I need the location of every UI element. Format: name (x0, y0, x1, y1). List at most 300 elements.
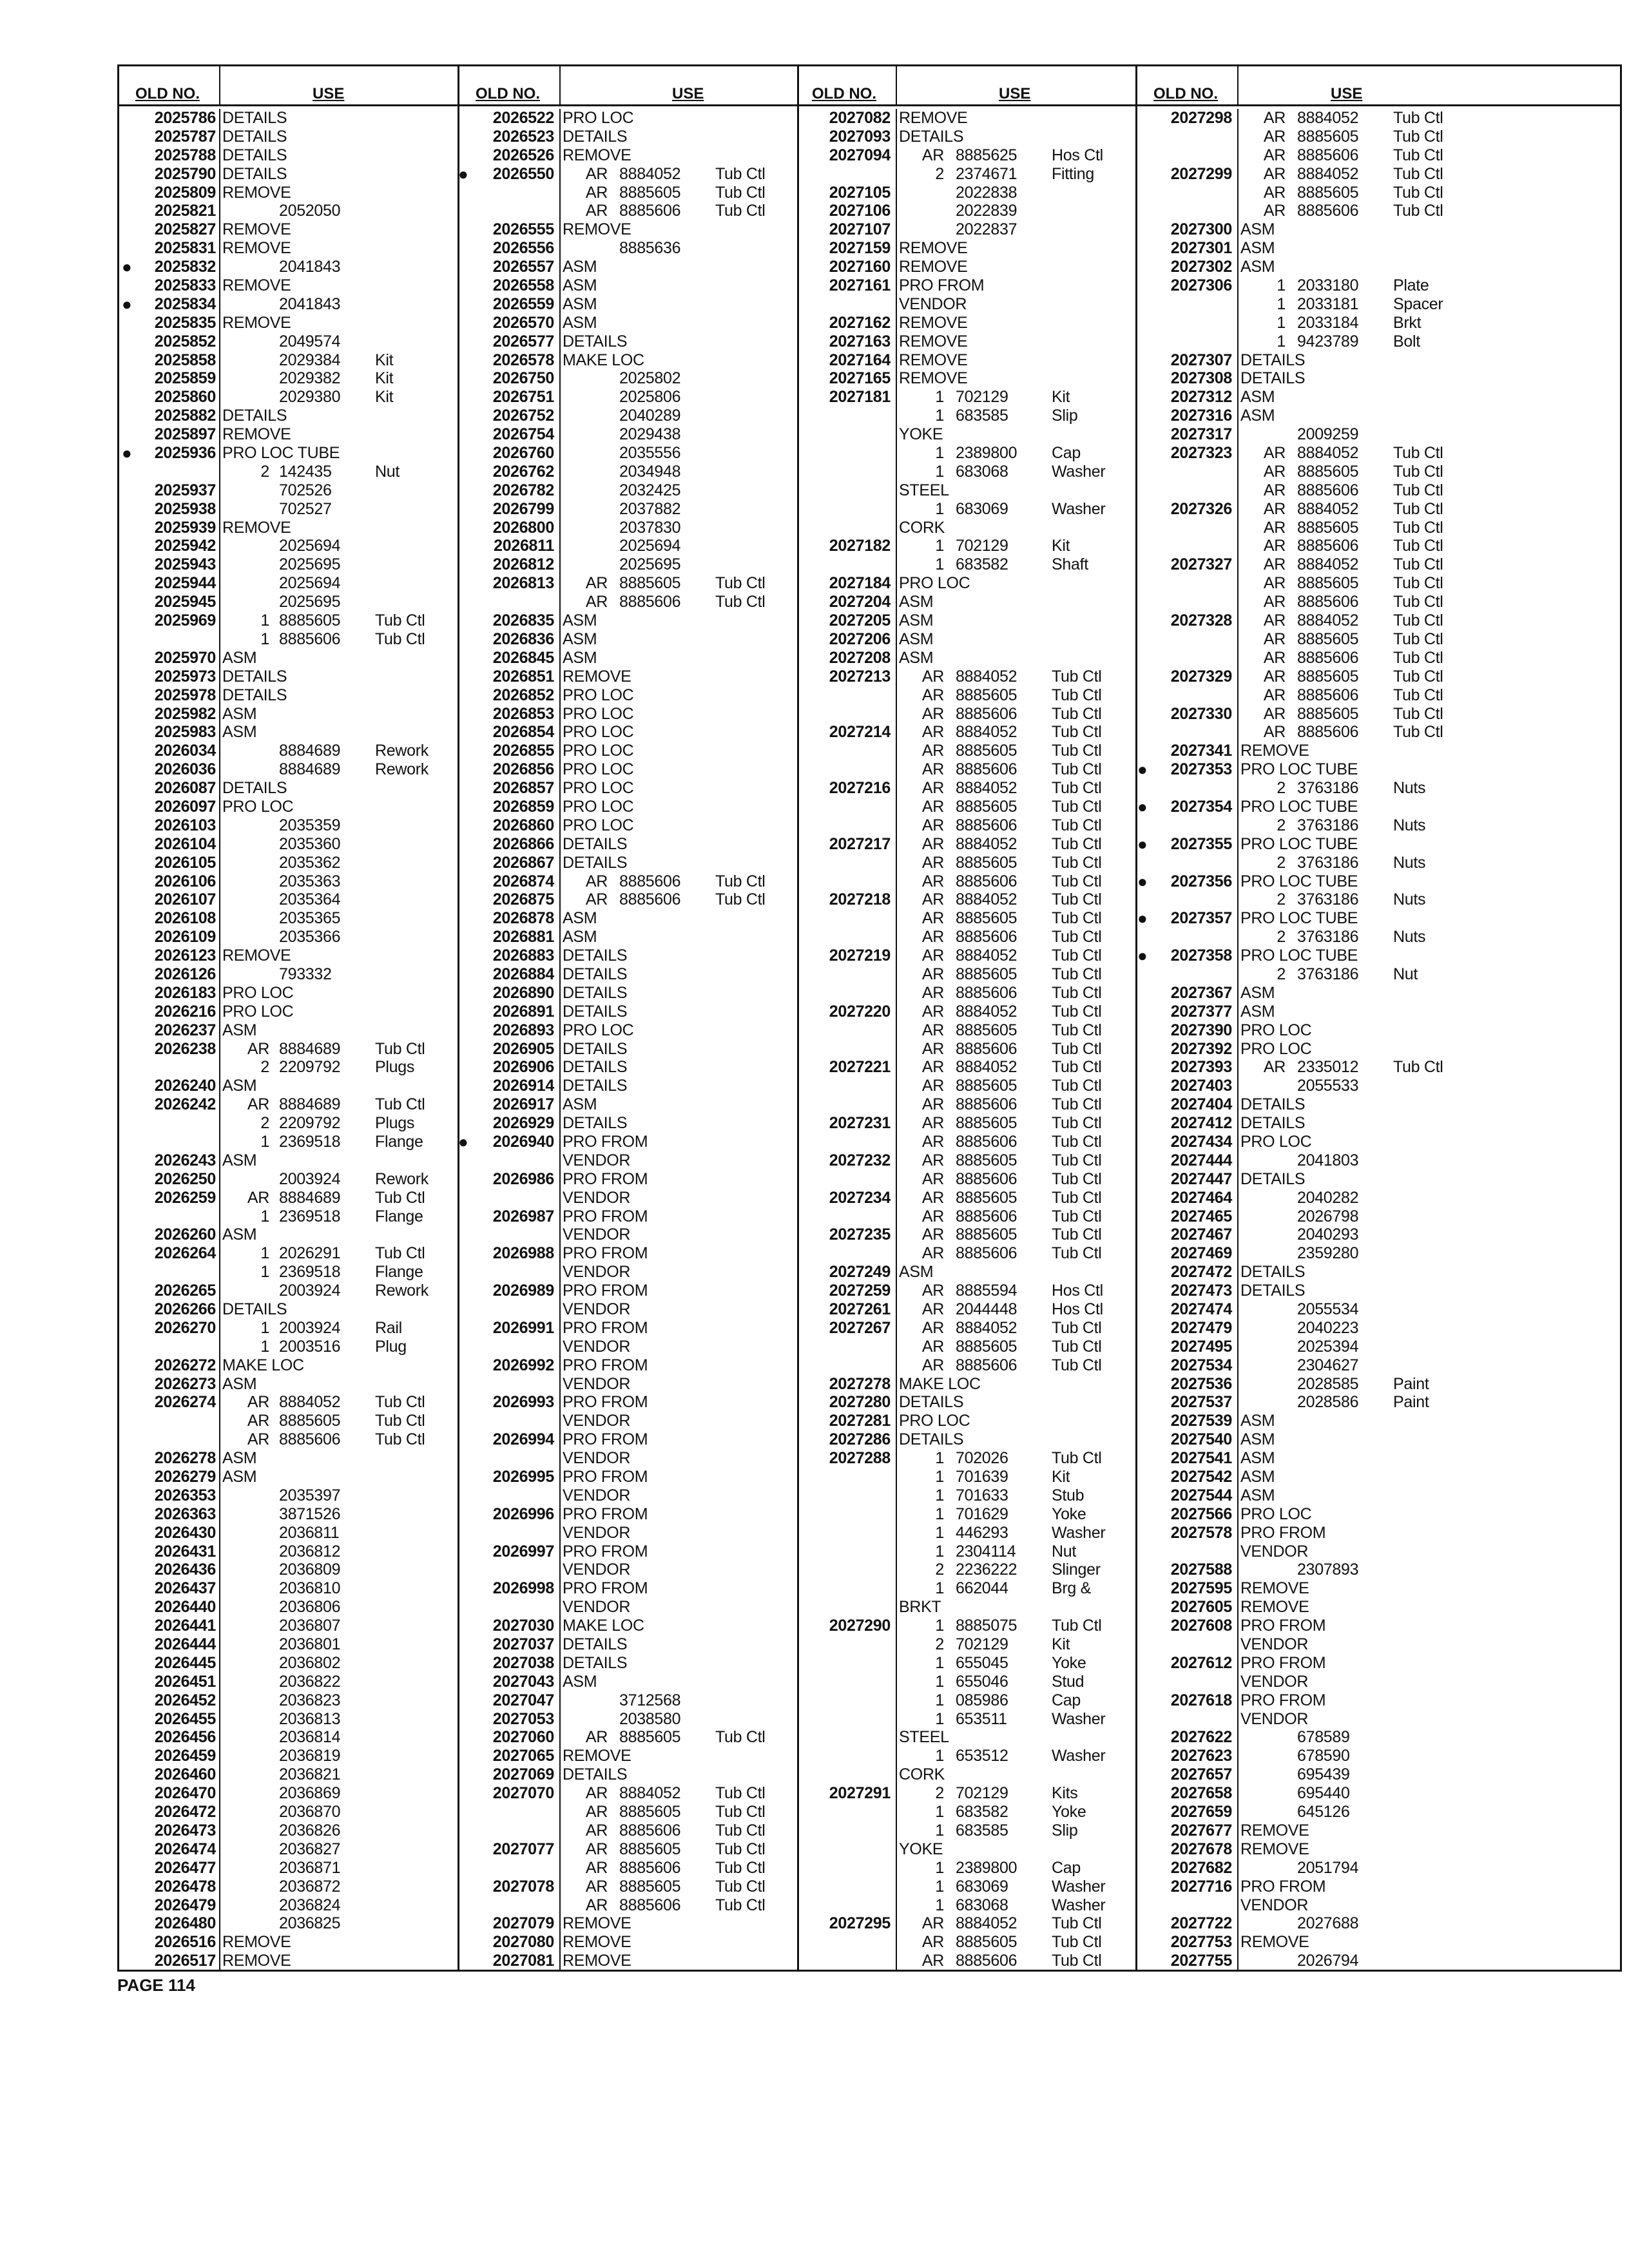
part-type: Tub Ctl (715, 1840, 766, 1858)
table-row (459, 630, 797, 649)
table-row (119, 1673, 458, 1691)
bullet-marker: ● (1137, 871, 1148, 891)
part-type: Tub Ctl (1393, 518, 1443, 537)
use-description: ASM (1240, 220, 1275, 239)
old-part-number: 2026988 (492, 1244, 554, 1263)
quantity: 1 (935, 444, 944, 463)
part-type: Brg & (1052, 1579, 1092, 1598)
quantity: 1 (1277, 332, 1286, 351)
use-description: REMOVE (899, 369, 968, 388)
old-part-number: 2026097 (154, 797, 216, 816)
table-row (799, 1542, 1135, 1561)
quantity: AR (921, 890, 944, 909)
replacement-part-number: 3763186 (1297, 890, 1359, 909)
table-row (1137, 1449, 1622, 1468)
table-row (119, 1095, 458, 1114)
replacement-part-number: 2036801 (279, 1635, 341, 1654)
use-description: ASM (1240, 258, 1275, 276)
table-row (459, 1505, 797, 1524)
use-description: MAKE LOC (899, 1374, 981, 1393)
old-part-number: 2027678 (1170, 1840, 1232, 1858)
old-part-number: 2025936 (154, 444, 216, 463)
replacement-part-number: 702129 (956, 1635, 1008, 1654)
use-description: VENDOR (563, 1151, 631, 1169)
old-part-number: 2026893 (492, 1021, 554, 1039)
old-part-number: 2027216 (829, 779, 891, 798)
table-row (1137, 686, 1622, 705)
old-part-number: 2027479 (1170, 1318, 1232, 1337)
old-part-number: 2027753 (1170, 1933, 1232, 1952)
use-description: REMOVE (222, 183, 291, 202)
use-description: PRO LOC TUBE (1240, 797, 1358, 816)
replacement-part-number: 2026794 (1297, 1952, 1359, 1970)
table-row (459, 1710, 797, 1729)
use-description: DETAILS (563, 1765, 628, 1784)
old-part-number: 2026272 (154, 1356, 216, 1374)
part-type: Flange (375, 1132, 423, 1151)
table-row (459, 220, 797, 239)
table-row (1137, 1635, 1622, 1654)
old-part-number: 2027217 (829, 834, 891, 853)
table-row (119, 1225, 458, 1244)
old-part-number: 2025882 (154, 407, 216, 425)
table-row (799, 1784, 1135, 1803)
old-part-number: 2026106 (154, 872, 216, 890)
part-type: Tub Ctl (715, 890, 766, 909)
old-part-number: 2026997 (492, 1542, 554, 1561)
use-description: ASM (222, 1449, 257, 1468)
table-row (799, 649, 1135, 668)
table-row (459, 425, 797, 444)
replacement-part-number: 8885605 (956, 1021, 1017, 1039)
table-row (459, 1151, 797, 1170)
quantity: 1 (935, 1896, 944, 1914)
table-row (799, 332, 1135, 351)
table-row (119, 1561, 458, 1579)
use-description: VENDOR (899, 294, 967, 313)
old-part-number: 2026474 (154, 1840, 216, 1858)
table-row (1137, 1821, 1622, 1840)
part-type: Tub Ctl (375, 1430, 425, 1449)
part-type: Tub Ctl (375, 1095, 425, 1114)
old-part-number: 2026881 (492, 928, 554, 947)
table-row (799, 1486, 1135, 1505)
table-row (459, 1133, 797, 1151)
quantity: AR (585, 1728, 608, 1747)
table-row (799, 1691, 1135, 1710)
old-part-number: 2027299 (1170, 164, 1232, 183)
use-description: PRO LOC (222, 983, 294, 1002)
old-part-number: 2027317 (1170, 425, 1232, 444)
table-row (799, 184, 1135, 202)
quantity: AR (247, 1095, 269, 1114)
table-row (1137, 1878, 1622, 1896)
table-row (119, 1040, 458, 1059)
old-part-number: 2027231 (829, 1114, 891, 1133)
old-part-number: 2026441 (154, 1617, 216, 1635)
old-part-number: 2025938 (154, 499, 216, 518)
part-type: Tub Ctl (1393, 444, 1443, 463)
part-type: Bolt (1393, 332, 1420, 351)
replacement-part-number: 8885605 (956, 1114, 1017, 1133)
table-row (799, 1040, 1135, 1059)
quantity: AR (585, 890, 608, 909)
use-description: DETAILS (1240, 1169, 1306, 1188)
replacement-part-number: 8884052 (619, 1784, 681, 1803)
old-part-number: 2027107 (829, 220, 891, 239)
use-description: PRO FROM (1240, 1653, 1326, 1672)
quantity: AR (585, 164, 608, 183)
replacement-part-number: 3763186 (1297, 928, 1359, 947)
table-row (1137, 1225, 1622, 1244)
table-row (1137, 109, 1622, 128)
quantity: AR (921, 760, 944, 779)
table-row (459, 668, 797, 686)
old-part-number: 2027658 (1170, 1784, 1232, 1803)
part-type: Nuts (1393, 928, 1426, 947)
old-part-number: 2027259 (829, 1282, 891, 1300)
old-part-number: 2026526 (492, 146, 554, 164)
part-type: Tub Ctl (715, 872, 766, 890)
replacement-part-number: 8885606 (956, 816, 1017, 834)
table-row (119, 388, 458, 407)
table-row (799, 1356, 1135, 1375)
use-description: DETAILS (222, 407, 287, 425)
old-part-number: 2026460 (154, 1765, 216, 1784)
quantity: AR (921, 928, 944, 947)
table-row (119, 463, 458, 481)
old-part-number: 2027358 (1170, 947, 1232, 965)
table-row (459, 481, 797, 500)
old-part-number: 2027281 (829, 1412, 891, 1430)
table-row (1137, 816, 1622, 835)
table-row (119, 1133, 458, 1151)
table-row (1137, 1691, 1622, 1710)
table-row (1137, 1207, 1622, 1226)
old-part-number: 2027288 (829, 1449, 891, 1468)
table-row (1137, 593, 1622, 611)
use-description: DETAILS (563, 1114, 628, 1133)
use-description: PRO LOC (1240, 1504, 1312, 1523)
old-part-number: 2027249 (829, 1263, 891, 1282)
quantity: AR (921, 853, 944, 872)
replacement-part-number: 653512 (956, 1747, 1008, 1765)
old-no-header: OLD NO. (476, 85, 540, 102)
replacement-part-number: 2304627 (1297, 1356, 1359, 1374)
table-row (799, 1393, 1135, 1412)
replacement-part-number: 085986 (956, 1691, 1008, 1709)
part-type: Tub Ctl (1393, 593, 1443, 611)
part-type: Nuts (1393, 816, 1426, 834)
replacement-part-number: 2335012 (1297, 1058, 1359, 1077)
part-type: Rail (375, 1318, 402, 1337)
table-row (119, 555, 458, 574)
replacement-part-number: 695440 (1297, 1784, 1350, 1803)
use-description: PRO FROM (563, 1579, 648, 1598)
use-description: VENDOR (1240, 1542, 1309, 1561)
replacement-part-number: 2036827 (279, 1840, 341, 1858)
old-part-number: 2025790 (154, 164, 216, 183)
table-row (459, 928, 797, 947)
replacement-part-number: 8885606 (619, 1896, 681, 1914)
part-type: Tub Ctl (715, 1803, 766, 1821)
table-row (459, 1338, 797, 1356)
quantity: AR (1263, 481, 1286, 499)
quantity: 1 (935, 1877, 944, 1896)
part-type: Nut (375, 462, 400, 481)
use-description: ASM (1240, 1486, 1275, 1504)
quantity: AR (1263, 499, 1286, 518)
old-part-number: 2025973 (154, 667, 216, 686)
old-part-number: 2027159 (829, 239, 891, 258)
part-type: Tub Ctl (1052, 1356, 1102, 1374)
header-divider (559, 66, 561, 104)
quantity: AR (247, 1039, 269, 1058)
replacement-part-number: 2369518 (279, 1263, 341, 1282)
use-description: DETAILS (563, 983, 628, 1002)
old-part-number: 2027539 (1170, 1412, 1232, 1430)
quantity: AR (247, 1412, 269, 1430)
part-type: Tub Ctl (1052, 1952, 1102, 1970)
old-part-number: 2026242 (154, 1095, 216, 1114)
quantity: AR (1263, 202, 1286, 220)
old-part-number: 2026854 (492, 723, 554, 742)
use-description: DETAILS (563, 1002, 628, 1021)
replacement-part-number: 793332 (279, 965, 332, 983)
quantity: AR (585, 1821, 608, 1840)
use-description: VENDOR (563, 1486, 631, 1504)
quantity: 1 (1277, 294, 1286, 313)
replacement-part-number: 2035364 (279, 890, 341, 909)
old-part-number: 2027367 (1170, 983, 1232, 1002)
use-description: VENDOR (563, 1300, 631, 1318)
quantity: 2 (1277, 928, 1286, 947)
use-description: DETAILS (222, 779, 287, 798)
replacement-part-number: 2025802 (619, 369, 681, 388)
old-part-number: 2027206 (829, 629, 891, 648)
old-part-number: 2026445 (154, 1653, 216, 1672)
table-row (459, 1393, 797, 1412)
part-type: Plugs (375, 1058, 415, 1077)
table-row (459, 798, 797, 816)
old-part-number: 2027261 (829, 1300, 891, 1318)
use-description: REMOVE (563, 146, 631, 164)
part-type: Tub Ctl (1393, 499, 1443, 518)
replacement-part-number: 2036809 (279, 1561, 341, 1579)
old-part-number: 2026813 (492, 574, 554, 593)
table-row (459, 1784, 797, 1803)
use-description: PRO FROM (563, 1318, 648, 1337)
replacement-part-number: 8884052 (956, 834, 1017, 853)
replacement-part-number: 8885605 (619, 1840, 681, 1858)
old-part-number: 2025983 (154, 723, 216, 742)
old-part-number: 2026991 (492, 1318, 554, 1337)
table-row (1137, 1003, 1622, 1021)
table-row (1137, 1133, 1622, 1151)
quantity: AR (921, 1318, 944, 1337)
part-type: Tub Ctl (715, 593, 766, 611)
replacement-part-number: 8885606 (956, 1169, 1017, 1188)
replacement-part-number: 2036822 (279, 1672, 341, 1691)
quantity: AR (921, 1300, 944, 1318)
table-row (799, 1524, 1135, 1542)
table-row (799, 1189, 1135, 1207)
table-row (459, 1263, 797, 1282)
table-row (119, 1524, 458, 1542)
table-row (1137, 668, 1622, 686)
table-row (1137, 1077, 1622, 1095)
quantity: AR (1263, 518, 1286, 537)
table-row (799, 463, 1135, 481)
replacement-part-number: 2036869 (279, 1784, 341, 1803)
table-row (459, 1821, 797, 1840)
replacement-part-number: 2209792 (279, 1058, 341, 1077)
table-row (119, 425, 458, 444)
replacement-part-number: 2369518 (279, 1132, 341, 1151)
use-description: PRO LOC (563, 779, 634, 798)
quantity: 2 (1277, 853, 1286, 872)
old-part-number: 2026782 (492, 481, 554, 499)
use-description: PRO LOC (899, 574, 970, 593)
replacement-part-number: 2036870 (279, 1803, 341, 1821)
use-description: REMOVE (222, 220, 291, 239)
use-description: REMOVE (222, 1933, 291, 1952)
quantity: AR (921, 834, 944, 853)
table-row (1137, 258, 1622, 276)
part-type: Tub Ctl (1393, 555, 1443, 574)
quantity: AR (921, 909, 944, 928)
part-type: Tub Ctl (1393, 127, 1443, 146)
table-row (799, 1114, 1135, 1133)
table-row (1137, 500, 1622, 519)
part-type: Tub Ctl (375, 629, 425, 648)
use-description: DETAILS (563, 834, 628, 853)
table-row (799, 1654, 1135, 1673)
old-part-number: 2026473 (154, 1821, 216, 1840)
part-type: Tub Ctl (1052, 1617, 1102, 1635)
table-row (1137, 723, 1622, 742)
old-part-number: 2027182 (829, 537, 891, 555)
table-row (1137, 798, 1622, 816)
old-part-number: 2026851 (492, 667, 554, 686)
old-part-number: 2026750 (492, 369, 554, 388)
quantity: 1 (935, 1468, 944, 1486)
parts-table (117, 64, 1622, 1972)
table-row (459, 109, 797, 128)
table-row (119, 369, 458, 388)
part-type: Rework (375, 1282, 429, 1300)
old-part-number: 2026516 (154, 1933, 216, 1952)
part-type: Tub Ctl (1052, 890, 1102, 909)
use-description: REMOVE (222, 239, 291, 258)
replacement-part-number: 8884052 (956, 947, 1017, 965)
use-description: PRO FROM (563, 1393, 648, 1412)
quantity: 1 (935, 537, 944, 555)
part-type: Tub Ctl (1052, 1933, 1102, 1952)
use-description: DETAILS (563, 1077, 628, 1095)
use-description: VENDOR (563, 1598, 631, 1617)
use-description: ASM (899, 611, 934, 630)
use-description: ASM (563, 629, 597, 648)
replacement-part-number: 2033184 (1297, 313, 1359, 332)
table-row (119, 1914, 458, 1933)
part-type: Tub Ctl (1393, 202, 1443, 220)
quantity: AR (921, 983, 944, 1002)
replacement-part-number: 8885075 (956, 1617, 1017, 1635)
header-divider (1237, 66, 1239, 104)
column-header (459, 66, 797, 106)
use-description: ASM (222, 1374, 257, 1393)
old-part-number: 2026440 (154, 1598, 216, 1617)
quantity: AR (585, 202, 608, 220)
use-description: REMOVE (899, 258, 968, 276)
replacement-part-number: 701629 (956, 1504, 1008, 1523)
old-part-number: 2026558 (492, 276, 554, 295)
table-row (1137, 1784, 1622, 1803)
table-row (1137, 202, 1622, 220)
quantity: 1 (260, 1318, 269, 1337)
table-row (459, 128, 797, 146)
quantity: AR (921, 1282, 944, 1300)
old-part-number: 2027234 (829, 1188, 891, 1207)
table-row (1137, 555, 1622, 574)
quantity: 2 (935, 1635, 944, 1654)
replacement-part-number: 2040282 (1297, 1188, 1359, 1207)
table-row (459, 1449, 797, 1468)
quantity: AR (921, 872, 944, 890)
old-part-number: 2027204 (829, 593, 891, 611)
old-part-number: 2027541 (1170, 1449, 1232, 1468)
table-row (799, 1673, 1135, 1691)
table-row (1137, 1728, 1622, 1747)
replacement-part-number: 2359280 (1297, 1244, 1359, 1263)
table-row (799, 1747, 1135, 1765)
table-row (459, 742, 797, 760)
replacement-part-number: 8885605 (956, 742, 1017, 760)
table-row (459, 1803, 797, 1821)
quantity: AR (1263, 109, 1286, 127)
old-part-number: 2027377 (1170, 1002, 1232, 1021)
old-part-number: 2026279 (154, 1468, 216, 1486)
table-row (1137, 705, 1622, 724)
replacement-part-number: 2026291 (279, 1244, 341, 1263)
part-type: Spacer (1393, 294, 1443, 313)
use-description: ASM (1240, 1430, 1275, 1449)
table-row (119, 630, 458, 649)
use-description: PRO FROM (1240, 1617, 1326, 1635)
old-part-number: 2025969 (154, 611, 216, 630)
old-part-number: 2027403 (1170, 1077, 1232, 1095)
part-type: Tub Ctl (1052, 1151, 1102, 1169)
part-type: Rework (375, 742, 429, 760)
replacement-part-number: 2036821 (279, 1765, 341, 1784)
table-row (1137, 1579, 1622, 1598)
use-description: PRO LOC (563, 723, 634, 742)
table-row (1137, 1319, 1622, 1338)
table-row (119, 165, 458, 184)
old-part-number: 2027037 (492, 1635, 554, 1654)
replacement-part-number: 655045 (956, 1653, 1008, 1672)
table-row (799, 128, 1135, 146)
old-part-number: 2026856 (492, 760, 554, 779)
table-row (799, 1207, 1135, 1226)
old-part-number: 2026456 (154, 1728, 216, 1747)
old-part-number: 2026451 (154, 1672, 216, 1691)
replacement-part-number: 8884052 (956, 1002, 1017, 1021)
table-row (1137, 1673, 1622, 1691)
table-row (119, 1356, 458, 1375)
old-part-number: 2026107 (154, 890, 216, 909)
